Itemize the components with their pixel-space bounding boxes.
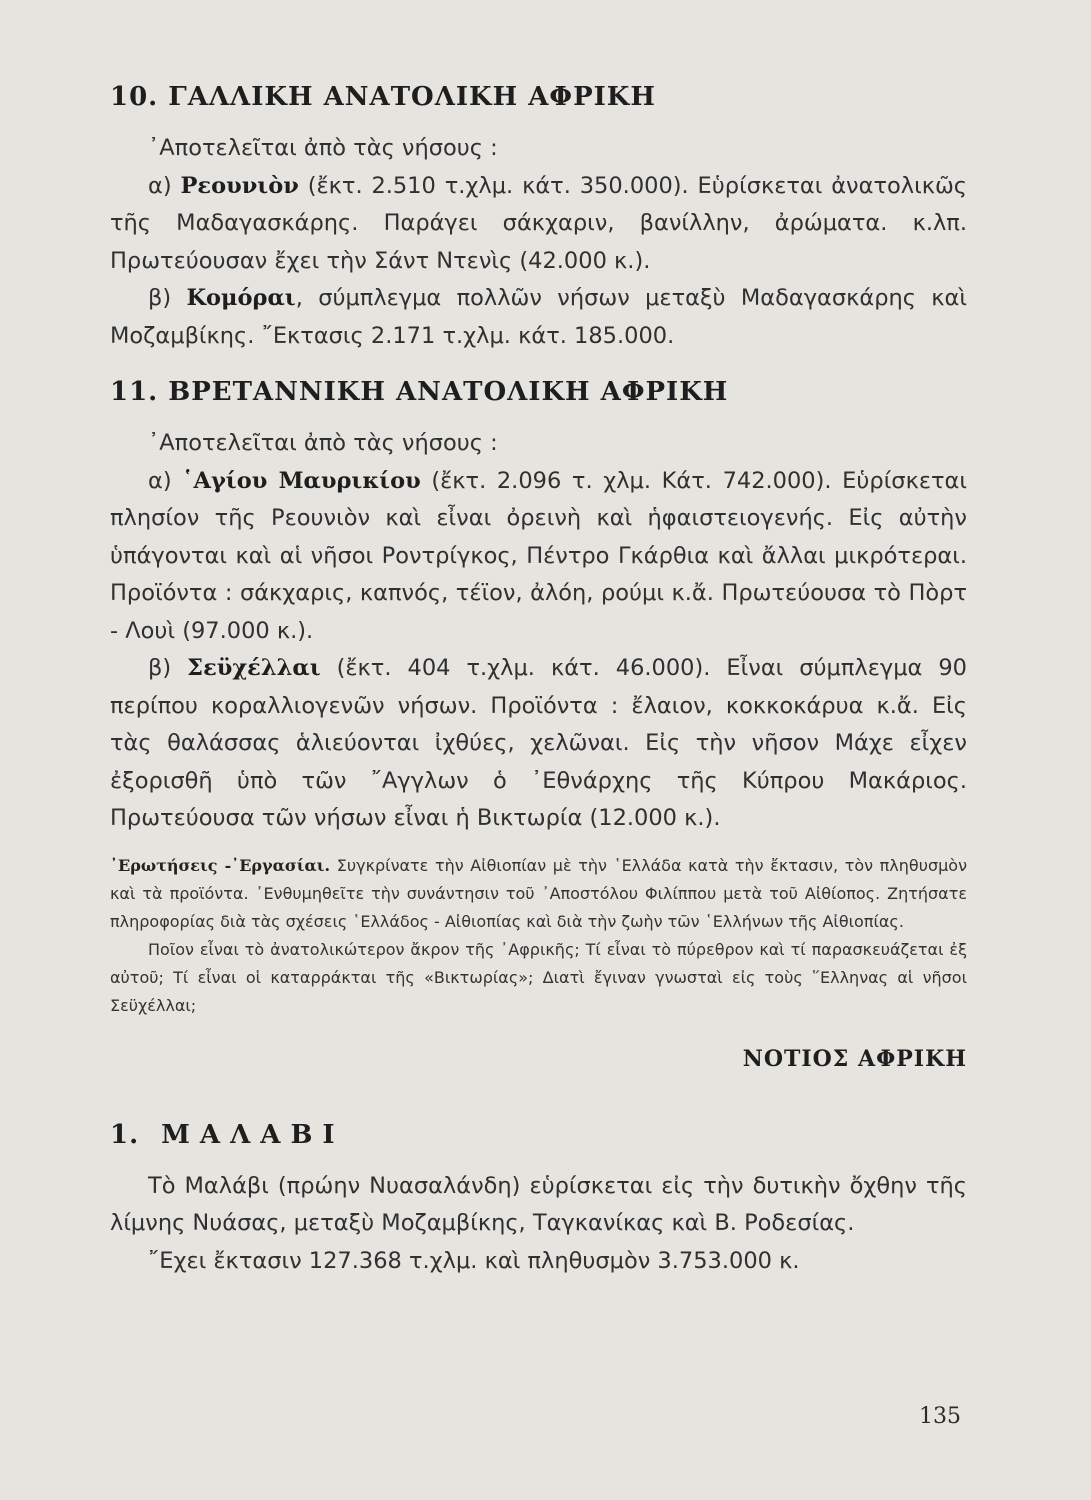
exercises-text-1: Συγκρίνατε τὴν Αἰθιοπίαν μὲ τὴν ῾Ελλάδα κατὰ τὴν ἔκτασιν, τὸν πληθυσμὸν καὶ τὰ προϊόντα. ᾿Ενθυμηθεῖτε τὴν συνάντησιν τοῦ ᾿Αποστόλου Φιλίππου μετὰ τοῦ Αἰθίοπος. Ζητήσατε πληροφορίας διὰ τὰς σχέσεις ῾Ελλάδος - Αἰθιοπίας καὶ διὰ τὴν ζωὴν τῶν ῾Ελλήνων τῆς Αἰθιοπίας. — [110, 855, 968, 931]
malawi-heading — [110, 1120, 967, 1150]
exercises-label: ᾿Ερωτήσεις -᾿Εργασίαι. — [110, 855, 331, 875]
item-a-prefix: α) — [148, 172, 181, 199]
item-b-text: , σύμπλεγμα πολλῶν νήσων μεταξὺ Μαδαγασκάρης καὶ Μοζαμβίκης. ῎Εκτασις 2.171 τ.χλμ. κάτ. 185.000. — [110, 285, 967, 349]
section-10-item-a — [110, 168, 967, 281]
item-a-name: ῾Αγίου Μαυρικίου — [182, 467, 421, 494]
item-b-name: Κομόραι — [186, 285, 296, 311]
section-10-intro: ᾿Αποτελεῖται ἀπὸ τὰς νήσους : — [148, 135, 498, 161]
section-10-heading — [110, 82, 967, 112]
item-b-prefix: β) — [148, 285, 187, 311]
region-title: ΝΟΤΙΟΣ ΑΦΡΙΚΗ — [742, 1045, 967, 1072]
section-10-item-b — [110, 280, 967, 355]
section-10-title: ΓΑΛΛΙΚΗ ΑΝΑΤΟΛΙΚΗ ΑΦΡΙΚΗ — [168, 82, 656, 112]
item-b-name: Σεϋχέλλαι — [187, 655, 321, 681]
section-11-intro: ᾿Αποτελεῖται ἀπὸ τὰς νήσους : — [148, 430, 498, 456]
malawi-title: ΜΑΛΑΒΙ — [161, 1119, 345, 1150]
item-a-name: Ρεουνιὸν — [180, 172, 299, 199]
item-a-text: (ἔκτ. 2.510 τ.χλμ. κάτ. 350.000). Εὑρίσκεται ἀνατολικῶς τῆς Μαδαγασκάρης. Παράγει σάκχαριν, βανίλλην, ἀρώματα. κ.λπ. Πρωτεύουσαν ἔχει τὴν Σάντ Ντενὶς (42.000 κ.). — [110, 172, 968, 274]
exercises-paragraph-2: Ποῖον εἶναι τὸ ἀνατολικώτερον ἄκρον τῆς ᾿Αφρικῆς; Τί εἶναι τὸ πύρεθρον καὶ τί παρασκευάζεται ἐξ αὐτοῦ; Τί εἶναι οἱ καταρράκται τῆς «Βικτωρίας»; Διατὶ ἔγιναν γνωσταὶ εἰς τοὺς ῞Ελληνας αἱ νῆσοι Σεϋχέλλαι; — [110, 939, 967, 1015]
malawi-number: 1. — [110, 1119, 140, 1150]
item-b-prefix: β) — [148, 655, 188, 681]
section-11-item-b — [110, 650, 967, 838]
section-11-heading — [110, 377, 967, 407]
page-number: 135 — [919, 1404, 961, 1429]
section-11-number: 11. — [110, 377, 159, 407]
item-a-prefix: α) — [148, 467, 183, 494]
section-11-item-a — [110, 463, 967, 651]
malawi-paragraph-1: Τὸ Μαλάβι (πρώην Νυασαλάνδη) εὑρίσκεται εἰς τὴν δυτικὴν ὄχθην τῆς λίμνης Νυάσας, μεταξὺ Μοζαμβίκης, Ταγκανίκας καὶ Β. Ροδεσίας. — [110, 1172, 967, 1236]
item-a-text: (ἔκτ. 2.096 τ. χλμ. Κάτ. 742.000). Εὑρίσκεται πλησίον τῆς Ρεουνιὸν καὶ εἶναι ὀρεινὴ καὶ ἡφαιστειογενής. Εἰς αὐτὴν ὑπάγονται καὶ αἱ νῆσοι Ροντρίγκος, Πέντρο Γκάρθια καὶ ἄλλαι μικρότεραι. Προϊόντα : σάκχαρις, καπνός, τέϊον, ἀλόη, ρούμι κ.ἄ. Πρωτεύουσα τὸ Πὸρτ - Λουὶ (97.000 κ.). — [110, 467, 967, 644]
malawi-paragraph-2: ῎Εχει ἔκτασιν 127.368 τ.χλμ. καὶ πληθυσμὸν 3.753.000 κ. — [148, 1247, 800, 1274]
item-b-text: (ἔκτ. 404 τ.χλμ. κάτ. 46.000). Εἶναι σύμπλεγμα 90 περίπου κοραλλιογενῶν νήσων. Προϊόντα : ἔλαιον, κοκκοκάρυα κ.ἄ. Εἰς τὰς θαλάσσας ἁλιεύονται ἰχθύες, χελῶναι. Εἰς τὴν νῆσον Μάχε εἶχεν ἐξορισθῆ ὑπὸ τῶν ῎Αγγλων ὁ ᾿Εθνάρχης τῆς Κύπρου Μακάριος. Πρωτεύουσα τῶν νήσων εἶναι ἡ Βικτωρία (12.000 κ.). — [110, 655, 967, 831]
section-10-number: 10. — [110, 82, 159, 112]
exercises-paragraph-1 — [110, 852, 967, 936]
section-11-title: ΒΡΕΤΑΝΝΙΚΗ ΑΝΑΤΟΛΙΚΗ ΑΦΡΙΚΗ — [168, 377, 729, 407]
exercises-block — [110, 852, 967, 1020]
